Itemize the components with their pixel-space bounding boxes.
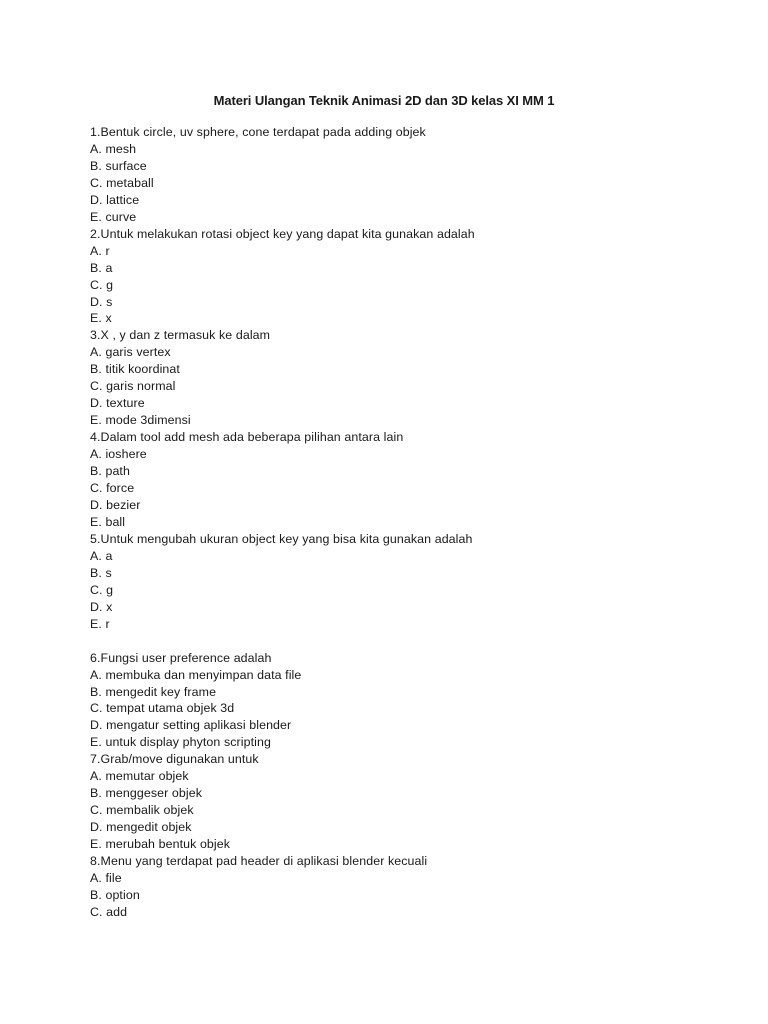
option-c: C. add <box>90 904 128 919</box>
question-text: 2.Untuk melakukan rotasi object key yang dapat kita gunakan adalah <box>90 226 475 241</box>
option-b: B. a <box>90 260 113 275</box>
question-text: 5.Untuk mengubah ukuran object key yang bisa kita gunakan adalah <box>90 531 473 546</box>
option-a: A. mesh <box>90 141 137 156</box>
question-list <box>90 124 710 921</box>
option-e: E. ball <box>90 514 126 529</box>
option-d: D. bezier <box>90 497 141 512</box>
option-c: C. g <box>90 582 114 597</box>
option-a: A. file <box>90 870 122 885</box>
option-a: A. garis vertex <box>90 345 171 360</box>
option-a: A. memutar objek <box>90 769 189 784</box>
option-b: B. menggeser objek <box>90 786 203 801</box>
option-c: C. metaball <box>90 175 154 190</box>
option-d: D. mengedit objek <box>90 820 192 835</box>
question-text: 1.Bentuk circle, uv sphere, cone terdapat pada adding objek <box>90 125 426 139</box>
option-e: E. curve <box>90 209 137 224</box>
option-d: D. x <box>90 599 113 614</box>
option-d: D. texture <box>90 396 145 411</box>
question-1 <box>90 124 710 226</box>
question-text: 8.Menu yang terdapat pad header di aplikasi blender kecuali <box>90 854 428 869</box>
option-c: C. tempat utama objek 3d <box>90 701 235 716</box>
option-b: B. s <box>90 565 112 580</box>
question-7 <box>90 751 710 853</box>
question-3 <box>90 327 710 429</box>
option-b: B. surface <box>90 158 147 173</box>
option-b: B. titik koordinat <box>90 362 180 377</box>
option-d: D. s <box>90 294 113 309</box>
question-text: 6.Fungsi user preference adalah <box>90 650 272 665</box>
document-title: Materi Ulangan Teknik Animasi 2D dan 3D kelas XI MM 1 <box>213 93 555 108</box>
question-text: 3.X , y dan z termasuk ke dalam <box>90 328 271 343</box>
option-e: E. r <box>90 616 110 631</box>
question-2 <box>90 226 710 328</box>
option-e: E. merubah bentuk objek <box>90 837 231 852</box>
option-c: C. g <box>90 277 114 292</box>
option-c: C. membalik objek <box>90 803 194 818</box>
option-c: C. force <box>90 481 135 496</box>
question-4 <box>90 429 710 531</box>
option-a: A. ioshere <box>90 447 147 462</box>
option-a: A. membuka dan menyimpan data file <box>90 667 302 682</box>
option-e: E. mode 3dimensi <box>90 413 191 428</box>
question-6 <box>90 650 710 752</box>
option-a: A. r <box>90 243 110 258</box>
option-e: E. x <box>90 311 112 326</box>
option-d: D. mengatur setting aplikasi blender <box>90 718 292 733</box>
question-5 <box>90 531 710 633</box>
question-8 <box>90 853 710 921</box>
option-c: C. garis normal <box>90 379 176 394</box>
question-text: 4.Dalam tool add mesh ada beberapa pilihan antara lain <box>90 430 404 445</box>
option-e: E. untuk display phyton scripting <box>90 735 271 750</box>
option-d: D. lattice <box>90 192 140 207</box>
option-b: B. path <box>90 464 130 479</box>
option-a: A. a <box>90 548 113 563</box>
option-b: B. option <box>90 887 140 902</box>
question-text: 7.Grab/move digunakan untuk <box>90 752 259 767</box>
option-b: B. mengedit key frame <box>90 684 217 699</box>
